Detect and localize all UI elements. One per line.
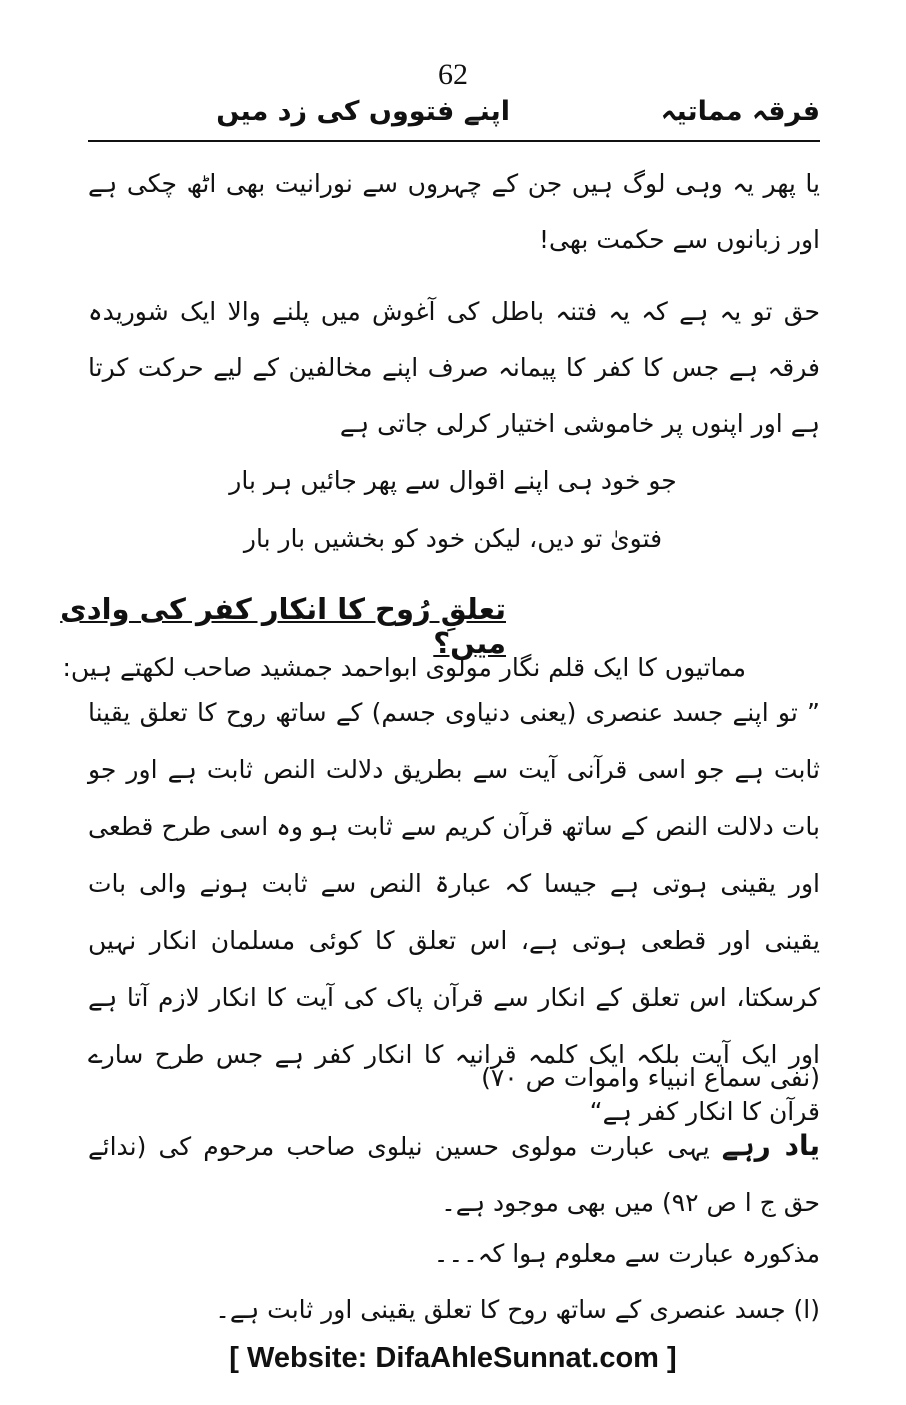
point-1: (ا) جسد عنصری کے ساتھ روح کا تعلق یقینی اور ثابت ہے۔: [215, 1295, 820, 1324]
page-number: 62: [438, 58, 468, 91]
header-rule: [88, 140, 820, 142]
website-footer: [ Website: DifaAhleSunnat.com ]: [229, 1342, 677, 1374]
intro-line: مماتیوں کا ایک قلم نگار مولوی ابواحمد جمشید صاحب لکھتے ہیں:: [62, 653, 746, 682]
couplet-line-2: فتویٰ تو دیں، لیکن خود کو بخشیں بار بار: [243, 524, 663, 553]
paragraph-2: حق تو یہ ہے کہ یہ فتنہ باطل کی آغوش میں پلنے والا ایک شوریدہ فرقہ ہے جس کا کفر کا پیمانہ صرف اپنے مخالفین کے لیے حرکت کرتا ہے اور اپنوں پر خاموشی اختیار کرلی جاتی ہے: [88, 297, 820, 438]
note-paragraph: [88, 1118, 820, 1231]
running-head-subtitle: اپنے فتووں کی زد میں: [216, 96, 510, 127]
paragraph-1: یا پھر یہ وہی لوگ ہیں جن کے چہروں سے نورانیت بھی اٹھ چکی ہے اور زبانوں سے حکمت بھی!: [88, 169, 820, 254]
note-label: یاد رہے: [721, 1129, 820, 1162]
conclusion-intro: مذکورہ عبارت سے معلوم ہوا کہ۔۔۔: [433, 1239, 820, 1268]
note-text: یہی عبارت مولوی حسین نیلوی صاحب مرحوم کی (ندائے حق ج ا ص ۹۲) میں بھی موجود ہے۔: [88, 1132, 820, 1217]
couplet-line-1: جو خود ہی اپنے اقوال سے پھر جائیں ہر بار: [229, 466, 677, 495]
running-head-title: فرقہ مماتیہ: [660, 96, 820, 127]
quote-paragraph: ” تو اپنے جسد عنصری (یعنی دنیاوی جسم) کے ساتھ روح کا تعلق یقینا ثابت ہے جو اسی قرآنی آیت سے بطریق دلالت النص ثابت ہے اور جو بات دلالت النص کے ساتھ قرآن کریم سے ثابت ہو وہ اسی طرح قطعی اور یقینی ہوتی ہے جیسا کہ عبارۃ النص سے ثابت ہونے والی بات یقینی اور قطعی ہوتی ہے، اس تعلق کا کوئی مسلمان انکار نہیں کرسکتا، اس تعلق کے انکار سے قرآن پاک کی آیت کا انکار لازم آتا ہے اور ایک آیت بلکہ ایک کلمہ قرانیہ کا انکار کفر ہے جس طرح سارے قرآن کا انکار کفر ہے“: [88, 698, 820, 1126]
citation: (نفی سماع انبیاء واموات ص ۷۰): [481, 1063, 820, 1092]
section-heading: تعلقِ رُوح کا انکار کفر کی وادی میں؟: [60, 592, 506, 660]
running-head: [90, 96, 820, 136]
